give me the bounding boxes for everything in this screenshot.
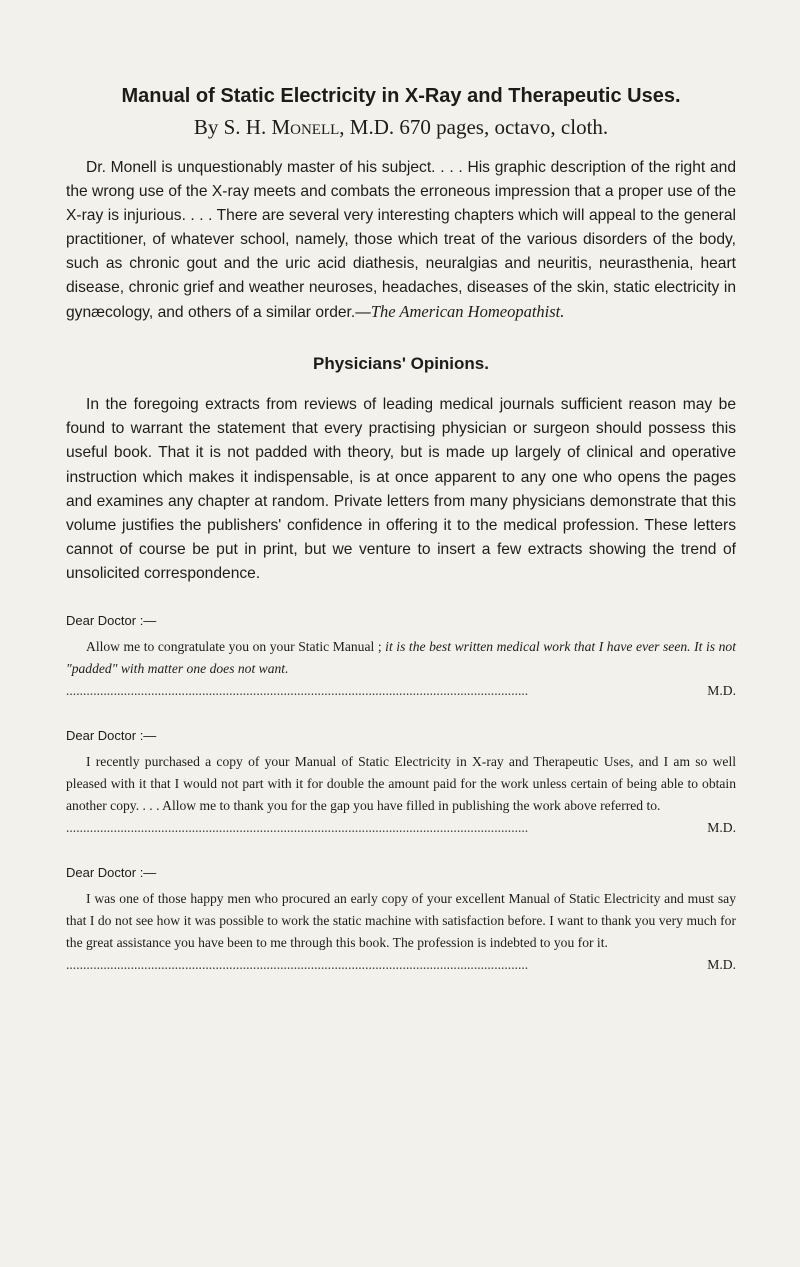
opinions-intro: In the foregoing extracts from reviews of leading medical journals sufficient reason may be found to warrant the statement that every practising physician or surgeon should possess this useful book. That it is not padded with theory, but is made up largely of clinical and operative instruction which makes it indispensable, is at once apparent to any one who opens the pages and examines any chapter at random. Private letters from many physicians demonstrate that this volume justifies the publishers' confidence in offering it to the medical profession. These letters cannot of course be put in print, but we venture to insert a few extracts showing the trend of unsolicited correspondence. <box>66 396 736 583</box>
letter-salutation: Dear Doctor :— <box>66 727 157 743</box>
review-text: Dr. Monell is unquestionably master of his subject. . . . His graphic description of the right and the wrong use of the X-ray meets and combats the erroneous impression that a proper use of the X-ray is injurious. . . . There are several very interesting chapters which will appeal to the general practitioner, of whatever school, namely, those which treat of the various disorders of the body, such as chronic gout and the uric acid diathesis, neuralgias and neuritis, neurasthenia, heart disease, chronic grief and weather neuroses, headaches, diseases of the skin, static electricity in gynæcology, and others of a similar order.— <box>66 159 736 321</box>
dot-leader: ........................................................................................................................................ <box>66 682 529 698</box>
letter-1 <box>66 611 736 702</box>
opinions-heading: Physicians' Opinions. <box>313 354 489 373</box>
byline-prefix: By <box>193 115 219 139</box>
review-source: The American Homeopathist. <box>370 302 565 321</box>
letter-body <box>66 751 736 817</box>
book-author: S. H. Monell, M.D. <box>223 115 395 139</box>
letter-body-plain: I was one of those happy men who procured an early copy of your excellent Manual of Static Electricity and must say that I do not see how it was possible to work the static machine with satisfaction before. I want to thank you very much for the great assistance you have been to me through this book. The profession is indebted to you for it. <box>66 890 736 950</box>
book-byline <box>66 114 736 140</box>
dot-leader: ........................................................................................................................................ <box>66 819 529 835</box>
letter-signature-row <box>66 954 736 976</box>
letter-body <box>66 888 736 954</box>
letter-signature: M.D. <box>707 819 736 835</box>
letter-signature-row <box>66 680 736 702</box>
letter-3 <box>66 863 736 976</box>
letter-body-italic: it is the best written medical work that I have ever seen. It is not "padded" with matter one does not want. <box>66 638 736 676</box>
letter-signature: M.D. <box>707 956 736 972</box>
review-paragraph <box>66 156 736 325</box>
book-details: 670 pages, octavo, cloth. <box>399 115 609 139</box>
letter-body-plain: I recently purchased a copy of your Manual of Static Electricity in X-ray and Therapeutic Uses, and I am so well pleased with it that I would not part with it for double the amount paid for the work unless certain of being able to obtain another copy. . . . Allow me to thank you for the gap you have filled in publishing the work above referred to. <box>66 753 736 813</box>
letter-body-plain: Allow me to congratulate you on your Static Manual ; <box>86 638 386 654</box>
book-title: Manual of Static Electricity in X-Ray and Therapeutic Uses. <box>121 85 681 107</box>
dot-leader: ........................................................................................................................................ <box>66 956 529 972</box>
letter-salutation: Dear Doctor :— <box>66 864 157 880</box>
letter-2 <box>66 726 736 839</box>
letter-signature: M.D. <box>707 682 736 698</box>
letter-body <box>66 636 736 680</box>
letter-salutation: Dear Doctor :— <box>66 612 157 628</box>
letter-signature-row <box>66 817 736 839</box>
